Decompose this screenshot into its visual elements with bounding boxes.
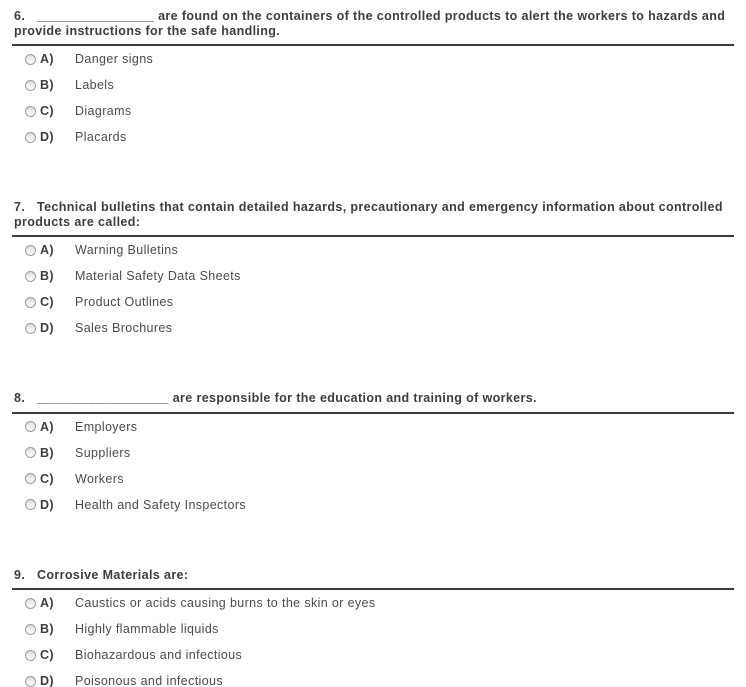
option-row-a[interactable]: [25, 414, 746, 440]
radio-button-icon[interactable]: [25, 650, 36, 661]
question-number: 9.: [14, 567, 26, 582]
option-letter: B): [40, 78, 54, 92]
option-row-b[interactable]: [25, 440, 746, 466]
option-row-a[interactable]: [25, 237, 746, 263]
option-label: Poisonous and infectious: [75, 674, 223, 687]
option-row-d[interactable]: [25, 315, 746, 341]
option-letter: D): [40, 674, 54, 687]
option-label: Biohazardous and infectious: [75, 648, 243, 662]
options-list: [0, 46, 746, 150]
option-letter: A): [40, 596, 54, 610]
option-letter: A): [40, 52, 54, 66]
option-row-c[interactable]: [25, 466, 746, 492]
option-letter: B): [40, 445, 54, 460]
option-label: Placards: [75, 130, 127, 144]
option-row-a[interactable]: [25, 46, 746, 72]
option-row-d[interactable]: [25, 668, 746, 687]
option-label: Health and Safety Inspectors: [75, 497, 247, 512]
option-letter: C): [40, 295, 54, 309]
option-label: Diagrams: [75, 104, 132, 118]
radio-button-icon[interactable]: [25, 447, 36, 458]
radio-button-icon[interactable]: [25, 499, 36, 510]
option-row-c[interactable]: [25, 642, 746, 668]
option-label: Highly flammable liquids: [75, 622, 219, 636]
option-label: Sales Brochures: [75, 321, 173, 335]
question-block-6: [0, 9, 746, 150]
option-letter: A): [40, 419, 54, 434]
question-text: Technical bulletins that contain detailed hazards, precautionary and emergency information about controlled products are called:: [14, 200, 723, 229]
option-label: Danger signs: [75, 52, 154, 66]
radio-button-icon[interactable]: [25, 473, 36, 484]
options-list: [0, 590, 746, 687]
radio-button-icon[interactable]: [25, 624, 36, 635]
option-row-b[interactable]: [25, 616, 746, 642]
option-letter: C): [40, 104, 54, 118]
option-letter: B): [40, 269, 54, 283]
option-row-d[interactable]: [25, 492, 746, 518]
radio-button-icon[interactable]: [25, 132, 36, 143]
option-letter: A): [40, 243, 54, 257]
option-letter: B): [40, 622, 54, 636]
option-label: Workers: [75, 471, 124, 486]
option-row-d[interactable]: [25, 124, 746, 150]
radio-button-icon[interactable]: [25, 323, 36, 334]
question-header: [14, 568, 732, 583]
option-label: Employers: [75, 419, 138, 434]
option-letter: D): [40, 321, 54, 335]
question-header: [14, 9, 732, 38]
question-header: [14, 200, 732, 229]
question-number: 6.: [14, 9, 26, 23]
radio-button-icon[interactable]: [25, 598, 36, 609]
question-number: 8.: [14, 391, 26, 405]
option-letter: C): [40, 471, 54, 486]
option-row-c[interactable]: [25, 98, 746, 124]
radio-button-icon[interactable]: [25, 271, 36, 282]
option-letter: D): [40, 497, 54, 512]
radio-button-icon[interactable]: [25, 421, 36, 432]
question-text: __________________ are responsible for the education and training of workers.: [37, 391, 537, 405]
option-label: Product Outlines: [75, 295, 174, 309]
option-row-b[interactable]: [25, 263, 746, 289]
option-row-b[interactable]: [25, 72, 746, 98]
question-text: Corrosive Materials are:: [37, 567, 189, 582]
radio-button-icon[interactable]: [25, 297, 36, 308]
option-label: Warning Bulletins: [75, 243, 179, 257]
radio-button-icon[interactable]: [25, 80, 36, 91]
option-label: Caustics or acids causing burns to the skin or eyes: [75, 596, 376, 610]
option-label: Suppliers: [75, 445, 131, 460]
options-list: [0, 414, 746, 518]
question-header: [14, 391, 732, 406]
option-row-a[interactable]: [25, 590, 746, 616]
option-label: Material Safety Data Sheets: [75, 269, 241, 283]
question-block-7: [0, 200, 746, 341]
question-text: ________________ are found on the containers of the controlled products to alert the workers to hazards and provide instructions for the safe handling.: [14, 9, 726, 38]
radio-button-icon[interactable]: [25, 245, 36, 256]
option-letter: C): [40, 648, 54, 662]
radio-button-icon[interactable]: [25, 106, 36, 117]
radio-button-icon[interactable]: [25, 676, 36, 687]
option-row-c[interactable]: [25, 289, 746, 315]
option-letter: D): [40, 130, 54, 144]
question-block-8: [0, 391, 746, 518]
question-block-9: [0, 568, 746, 687]
question-number: 7.: [14, 200, 26, 214]
radio-button-icon[interactable]: [25, 54, 36, 65]
option-label: Labels: [75, 78, 115, 92]
options-list: [0, 237, 746, 341]
